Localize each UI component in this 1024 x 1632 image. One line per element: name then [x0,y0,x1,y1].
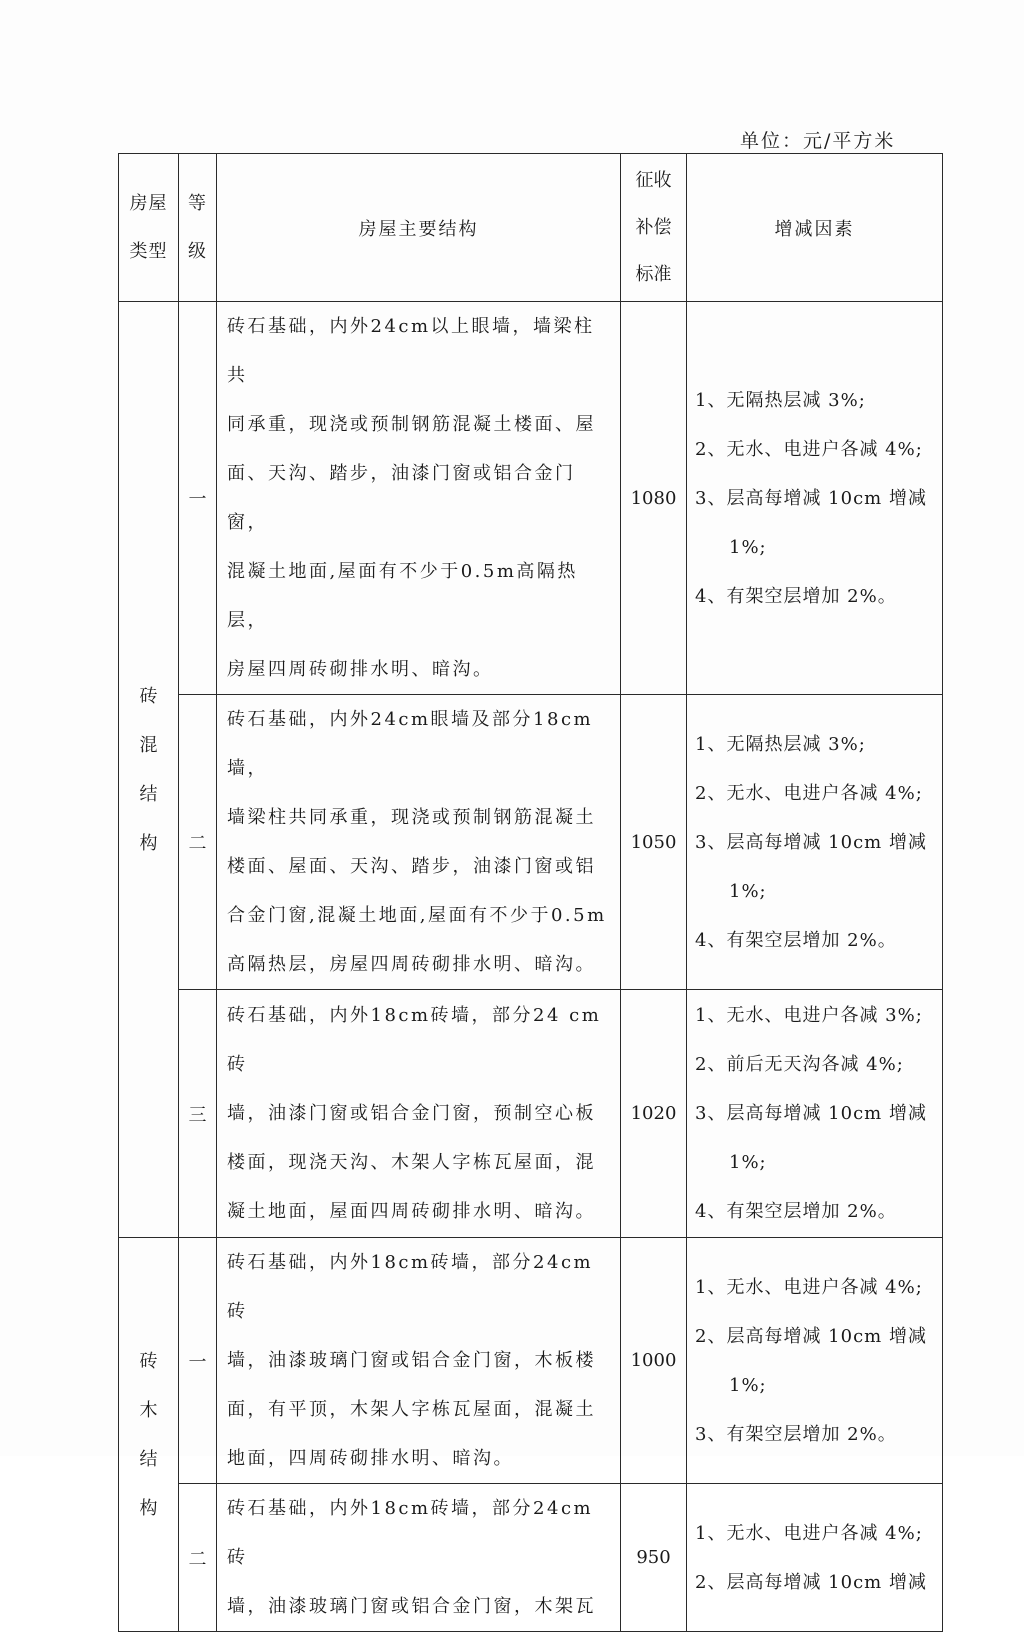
factors-cell: 1、无隔热层减 3%; 2、无水、电进户各减 4%; 3、层高每增减 10cm 增减 1%; 4、有架空层增加 2%。 [687,695,943,990]
table-row [119,1238,943,1484]
header-type: 房屋 类型 [119,154,179,302]
structure-cell: 砖石基础，内外18cm砖墙，部分24cm砖 墙，油漆玻璃门窗或铝合金门窗，木板楼 面，有平顶，木架人字栋瓦屋面，混凝土 地面，四周砖砌排水明、暗沟。 [217,1238,621,1484]
structure-cell: 砖石基础，内外18cm砖墙，部分24 cm砖 墙，油漆门窗或铝合金门窗，预制空心板 楼面，现浇天沟、木架人字栋瓦屋面，混 凝土地面，屋面四周砖砌排水明、暗沟。 [217,990,621,1238]
structure-cell: 砖石基础，内外24cm眼墙及部分18cm墙， 墙梁柱共同承重，现浇或预制钢筋混凝土 楼面、屋面、天沟、踏步，油漆门窗或铝 合金门窗,混凝土地面,屋面有不少于0.5m 高隔热层，房屋四周砖砌排水明、暗沟。 [217,695,621,990]
grade-cell: 二 [179,695,217,990]
grade-cell: 一 [179,302,217,695]
structure-cell: 砖石基础，内外18cm砖墙，部分24cm砖 墙，油漆玻璃门窗或铝合金门窗，木架瓦 [217,1484,621,1632]
standard-cell: 1020 [621,990,687,1238]
table-row [119,302,943,695]
factors-cell: 1、无水、电进户各减 4%; 2、层高每增减 10cm 增减 1%; 3、有架空层增加 2%。 [687,1238,943,1484]
grade-cell: 三 [179,990,217,1238]
factors-cell: 1、无水、电进户各减 3%; 2、前后无天沟各减 4%; 3、层高每增减 10cm 增减 1%; 4、有架空层增加 2%。 [687,990,943,1238]
structure-cell: 砖石基础，内外24cm以上眼墙，墙梁柱共 同承重，现浇或预制钢筋混凝土楼面、屋 面、天沟、踏步，油漆门窗或铝合金门窗， 混凝土地面,屋面有不少于0.5m高隔热层， 房屋四周砖砌排水明、暗沟。 [217,302,621,695]
standard-cell: 950 [621,1484,687,1632]
header-structure: 房屋主要结构 [217,154,621,302]
table-header-row [119,154,943,302]
table-row [119,1484,943,1632]
factors-cell: 1、无水、电进户各减 4%; 2、层高每增减 10cm 增减 [687,1484,943,1632]
header-standard: 征收 补偿 标准 [621,154,687,302]
standard-cell: 1000 [621,1238,687,1484]
standard-cell: 1080 [621,302,687,695]
unit-label: 单位：元/平方米 [740,130,896,152]
compensation-table [118,153,943,1632]
table-row [119,990,943,1238]
grade-cell: 二 [179,1484,217,1632]
table-row [119,695,943,990]
header-factors: 增减因素 [687,154,943,302]
type-cell-brick-concrete: 砖 混 结 构 [119,302,179,1238]
type-cell-brick-wood: 砖 木 结 构 [119,1238,179,1632]
grade-cell: 一 [179,1238,217,1484]
factors-cell: 1、无隔热层减 3%; 2、无水、电进户各减 4%; 3、层高每增减 10cm 增减 1%; 4、有架空层增加 2%。 [687,302,943,695]
standard-cell: 1050 [621,695,687,990]
header-grade: 等 级 [179,154,217,302]
